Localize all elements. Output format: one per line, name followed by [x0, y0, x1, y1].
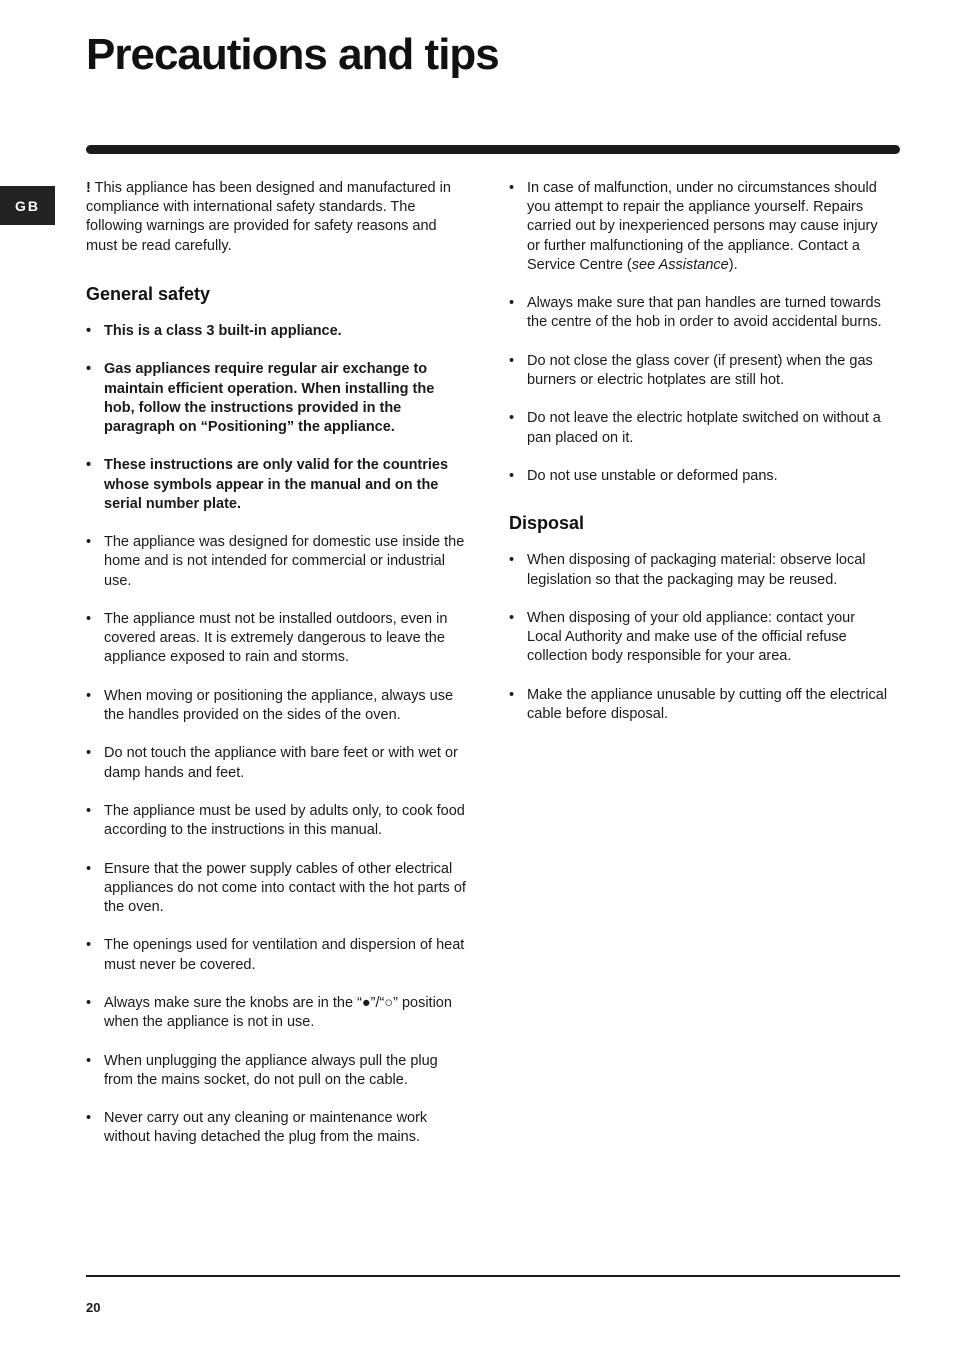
general-safety-heading: General safety — [86, 283, 211, 304]
list-item: • Do not leave the electric hotplate switched on without a pan placed on it. — [509, 409, 889, 447]
footer-divider — [86, 1275, 900, 1277]
top-divider — [86, 145, 900, 154]
intro-text: This appliance has been designed and manufactured in compliance with international safety standards. The following warnings are provided for safety reasons and must be read carefully. — [86, 180, 451, 254]
left-column — [86, 179, 466, 1167]
list-item: • Never carry out any cleaning or maintenance work without having detached the plug from the mains. — [86, 1109, 466, 1147]
list-item: • These instructions are only valid for the countries whose symbols appear in the manual and on the serial number plate. — [86, 456, 466, 514]
page-title: Precautions and tips — [86, 30, 499, 79]
right-column — [509, 179, 889, 743]
disposal-heading: Disposal — [509, 513, 585, 534]
list-item: • The appliance must be used by adults only, to cook food according to the instructions in this manual. — [86, 802, 466, 840]
malfunction-list — [509, 179, 889, 486]
list-item: • Always make sure that pan handles are turned towards the centre of the hob in order to avoid accidental burns. — [509, 294, 889, 332]
list-item: • Do not use unstable or deformed pans. — [509, 467, 889, 486]
page-number: 20 — [86, 1300, 101, 1315]
list-item: • This is a class 3 built-in appliance. — [86, 322, 466, 341]
list-item-malfunction — [509, 179, 889, 275]
list-item: • The appliance must not be installed outdoors, even in covered areas. It is extremely dangerous to leave the appliance exposed to rain and storms. — [86, 610, 466, 668]
list-item: • Do not touch the appliance with bare feet or with wet or damp hands and feet. — [86, 744, 466, 782]
malfunction-text: In case of malfunction, under no circumstances should you attempt to repair the appliance yourself. Repairs carried out by inexperienced persons may cause injury or further malfunctioning of the appliance. Contact a Service Centre ( — [527, 180, 878, 273]
list-item: • When moving or positioning the appliance, always use the handles provided on the sides of the oven. — [86, 687, 466, 725]
list-item: • Make the appliance unusable by cutting off the electrical cable before disposal. — [509, 686, 889, 724]
list-item: • Do not close the glass cover (if present) when the gas burners or electric hotplates are still hot. — [509, 352, 889, 390]
list-item: • Ensure that the power supply cables of other electrical appliances do not come into contact with the hot parts of the oven. — [86, 860, 466, 918]
list-item: • When unplugging the appliance always pull the plug from the mains socket, do not pull on the cable. — [86, 1052, 466, 1090]
intro-paragraph — [86, 179, 466, 256]
list-item: • When disposing of packaging material: observe local legislation so that the packaging may be reused. — [509, 551, 889, 589]
list-item: • The openings used for ventilation and dispersion of heat must never be covered. — [86, 936, 466, 974]
general-safety-list — [86, 322, 466, 1148]
malfunction-text-end: ). — [728, 256, 738, 273]
list-item: • Always make sure the knobs are in the “●”/“○” position when the appliance is not in use. — [86, 994, 466, 1032]
list-item: • The appliance was designed for domestic use inside the home and is not intended for commercial or industrial use. — [86, 533, 466, 591]
assistance-reference: see Assistance — [631, 256, 729, 273]
list-item: • Gas appliances require regular air exchange to maintain efficient operation. When installing the hob, follow the instructions provided in the paragraph on “Positioning” the appliance. — [86, 360, 466, 437]
warning-mark: ! — [86, 180, 91, 196]
language-tab: GB — [0, 186, 55, 225]
disposal-list — [509, 551, 889, 724]
list-item: • When disposing of your old appliance: contact your Local Authority and make use of the official refuse collection body responsible for your area. — [509, 609, 889, 667]
